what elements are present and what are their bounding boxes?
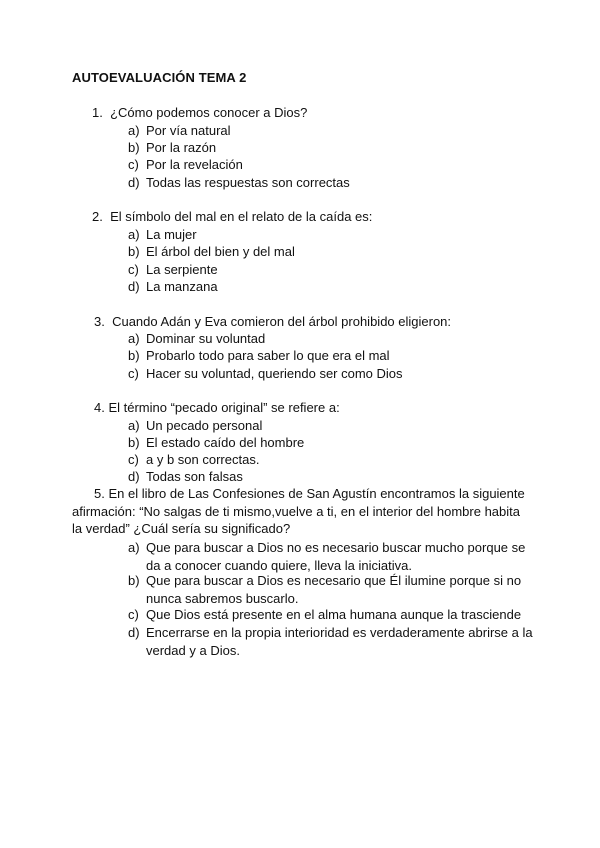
question-4 bbox=[94, 399, 340, 417]
option-text: La manzana bbox=[146, 279, 218, 294]
option-text: El árbol del bien y del mal bbox=[146, 244, 295, 259]
option-text: Que para buscar a Dios es necesario que Él ilumine porque si no nunca sabremos buscarlo. bbox=[146, 573, 522, 606]
option-letter: b) bbox=[128, 244, 140, 259]
option-letter: d) bbox=[128, 279, 140, 294]
option-letter: b) bbox=[128, 435, 140, 450]
option-letter: b) bbox=[128, 140, 140, 155]
question-text: El término “pecado original” se refiere a: bbox=[108, 400, 340, 415]
option-text: Dominar su voluntad bbox=[146, 331, 266, 346]
question-number: 4. bbox=[94, 400, 105, 415]
option-text: a y b son correctas. bbox=[146, 452, 260, 467]
option-text: Que para buscar a Dios no es necesario buscar mucho porque se da a conocer cuando quiere, lleva la iniciativa. bbox=[146, 540, 526, 573]
question-number: 1. bbox=[92, 105, 103, 120]
question-5 bbox=[72, 485, 528, 538]
question-1 bbox=[92, 104, 307, 122]
option-text: Hacer su voluntad, queriendo ser como Dios bbox=[146, 366, 403, 381]
option-letter: c) bbox=[128, 366, 139, 381]
option-letter: a) bbox=[128, 540, 140, 555]
option-text: Todas las respuestas son correctas bbox=[146, 175, 350, 190]
question-text: ¿Cómo podemos conocer a Dios? bbox=[110, 105, 308, 120]
question-2 bbox=[92, 208, 372, 226]
option-letter: c) bbox=[128, 262, 139, 277]
option-text: Por vía natural bbox=[146, 123, 231, 138]
question-text: Cuando Adán y Eva comieron del árbol prohibido eligieron: bbox=[112, 314, 452, 329]
question-text: En el libro de Las Confesiones de San Agustín encontramos la siguiente afirmación: “No salgas de ti mismo,vuelve a ti, en el interior del hombre habita la verdad” ¿Cuál sería su significado? bbox=[72, 486, 525, 536]
option-text: Por la revelación bbox=[146, 157, 243, 172]
option-letter: a) bbox=[128, 331, 140, 346]
question-number: 2. bbox=[92, 209, 103, 224]
option-letter: c) bbox=[128, 607, 139, 622]
option-letter: b) bbox=[128, 348, 140, 363]
option-text: Por la razón bbox=[146, 140, 217, 155]
option-text: Encerrarse en la propia interioridad es verdaderamente abrirse a la verdad y a Dios. bbox=[146, 625, 533, 658]
option-letter: a) bbox=[128, 418, 140, 433]
question-number: 5. bbox=[94, 486, 105, 501]
question-3 bbox=[94, 313, 451, 331]
option-text: Todas son falsas bbox=[146, 469, 243, 484]
option-text: La mujer bbox=[146, 227, 197, 242]
option-text: Un pecado personal bbox=[146, 418, 263, 433]
option-letter: d) bbox=[128, 625, 140, 640]
option-letter: b) bbox=[128, 573, 140, 588]
option-letter: c) bbox=[128, 157, 139, 172]
option-letter: a) bbox=[128, 227, 140, 242]
option-text: Que Dios está presente en el alma humana aunque la trasciende bbox=[146, 607, 522, 622]
option-letter: a) bbox=[128, 123, 140, 138]
question-text: El símbolo del mal en el relato de la caída es: bbox=[110, 209, 373, 224]
question-number: 3. bbox=[94, 314, 105, 329]
option-text: El estado caído del hombre bbox=[146, 435, 305, 450]
option-letter: d) bbox=[128, 175, 140, 190]
option-text: Probarlo todo para saber lo que era el mal bbox=[146, 348, 390, 363]
document-title: AUTOEVALUACIÓN TEMA 2 bbox=[72, 70, 247, 85]
option-letter: d) bbox=[128, 469, 140, 484]
option-text: La serpiente bbox=[146, 262, 218, 277]
option-letter: c) bbox=[128, 452, 139, 467]
